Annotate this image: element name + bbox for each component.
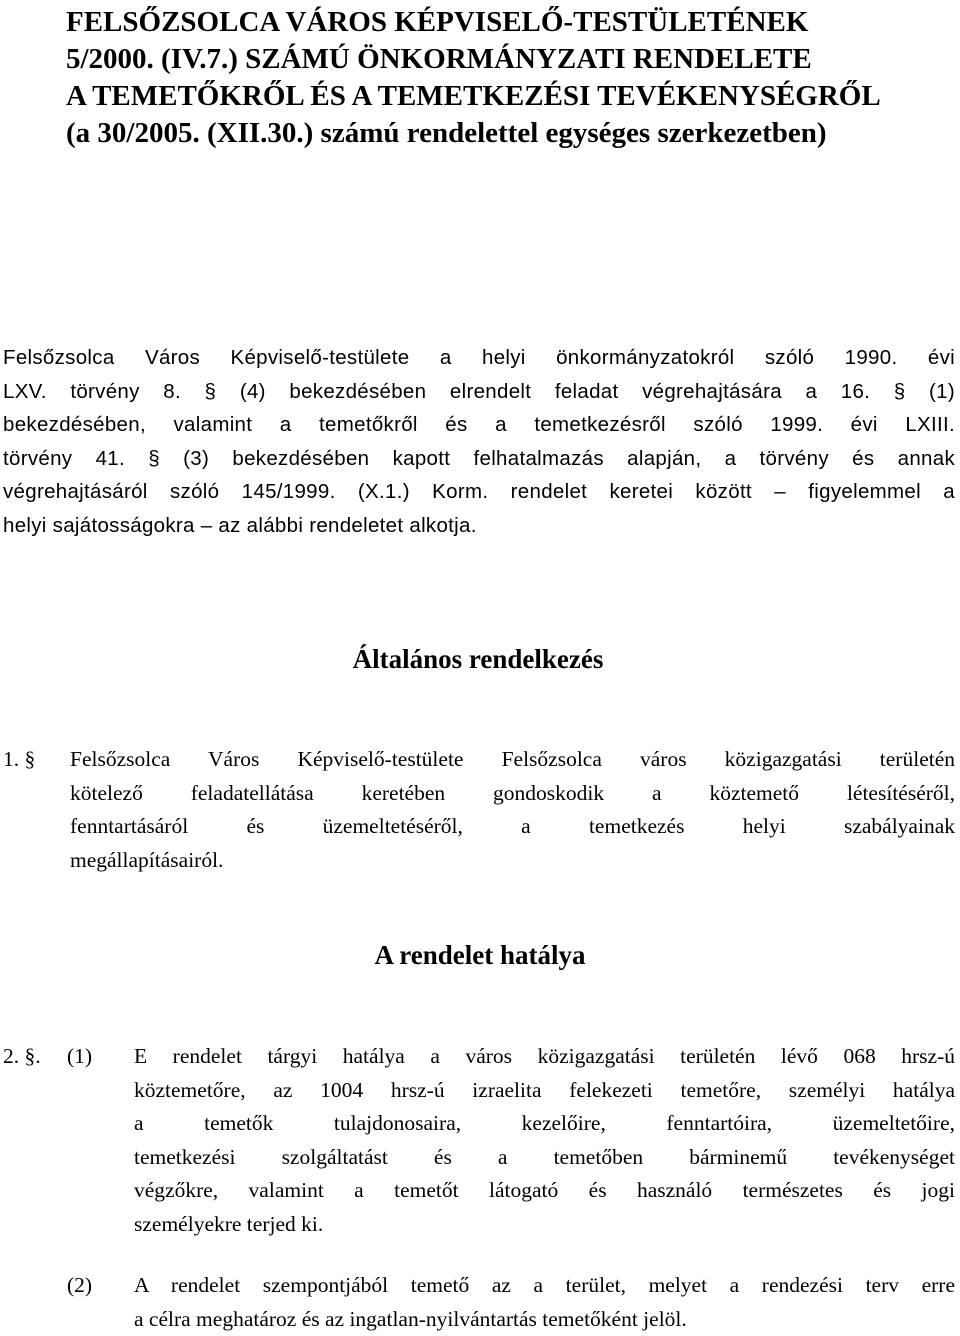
- preamble-line: helyi sajátosságokra – az alábbi rendeletet alkotja.: [3, 509, 955, 543]
- preamble-line: Felsőzsolca Város Képviselő-testülete a helyi önkormányzatokról szóló 1990. évi: [3, 341, 955, 375]
- paragraph-line: végzőkre, valamint a temetőt látogató és használó természetes és jogi: [134, 1174, 955, 1208]
- title-line: 5/2000. (IV.7.) SZÁMÚ ÖNKORMÁNYZATI RENDELETE: [66, 41, 946, 78]
- preamble-line: LXV. törvény 8. § (4) bekezdésében elrendelt feladat végrehajtására a 16. § (1): [3, 375, 955, 409]
- title-line: A TEMETŐKRŐL ÉS A TEMETKEZÉSI TEVÉKENYSÉGRŐL: [66, 78, 946, 115]
- section-line: megállapításairól.: [70, 844, 955, 878]
- paragraph-line: E rendelet tárgyi hatálya a város közigazgatási területén lévő 068 hrsz-ú: [134, 1040, 955, 1074]
- paragraph-line: a temetők tulajdonosaira, kezelőire, fenntartóira, üzemeltetőire,: [134, 1107, 955, 1141]
- document-title: [66, 4, 946, 152]
- section-number: 2. §.: [3, 1040, 41, 1074]
- section-heading-scope: A rendelet hatálya: [0, 938, 960, 972]
- paragraph-label: (1): [67, 1040, 92, 1074]
- section-number: 1. §: [3, 743, 35, 777]
- paragraph-line: személyekre terjed ki.: [134, 1208, 955, 1242]
- preamble-line: törvény 41. § (3) bekezdésében kapott felhatalmazás alapján, a törvény és annak: [3, 442, 955, 476]
- title-line: FELSŐZSOLCA VÁROS KÉPVISELŐ-TESTÜLETÉNEK: [66, 4, 946, 41]
- section-line: kötelező feladatellátása keretében gondoskodik a köztemető létesítéséről,: [70, 777, 955, 811]
- paragraph-line: köztemetőre, az 1004 hrsz-ú izraelita felekezeti temetőre, személyi hatálya: [134, 1074, 955, 1108]
- preamble-paragraph: [3, 341, 955, 542]
- paragraph-line: A rendelet szempontjából temető az a terület, melyet a rendezési terv erre: [134, 1269, 955, 1303]
- preamble-line: végrehajtásáról szóló 145/1999. (X.1.) Korm. rendelet keretei között – figyelemmel a: [3, 475, 955, 509]
- paragraph-line: a célra meghatároz és az ingatlan-nyilvántartás temetőként jelöl.: [134, 1303, 955, 1336]
- section-line: fenntartásáról és üzemeltetéséről, a temetkezés helyi szabályainak: [70, 810, 955, 844]
- section-line: Felsőzsolca Város Képviselő-testülete Felsőzsolca város közigazgatási területén: [70, 743, 955, 777]
- title-line: (a 30/2005. (XII.30.) számú rendelettel egységes szerkezetben): [66, 115, 946, 152]
- paragraph-2-text: [134, 1269, 955, 1336]
- paragraph-line: temetkezési szolgáltatást és a temetőben bárminemű tevékenységet: [134, 1141, 955, 1175]
- paragraph-1-text: [134, 1040, 955, 1241]
- section-heading-general: Általános rendelkezés: [0, 642, 958, 676]
- section-1-text: [70, 743, 955, 877]
- paragraph-label: (2): [67, 1269, 92, 1303]
- preamble-line: bekezdésében, valamint a temetőkről és a temetkezésről szóló 1999. évi LXIII.: [3, 408, 955, 442]
